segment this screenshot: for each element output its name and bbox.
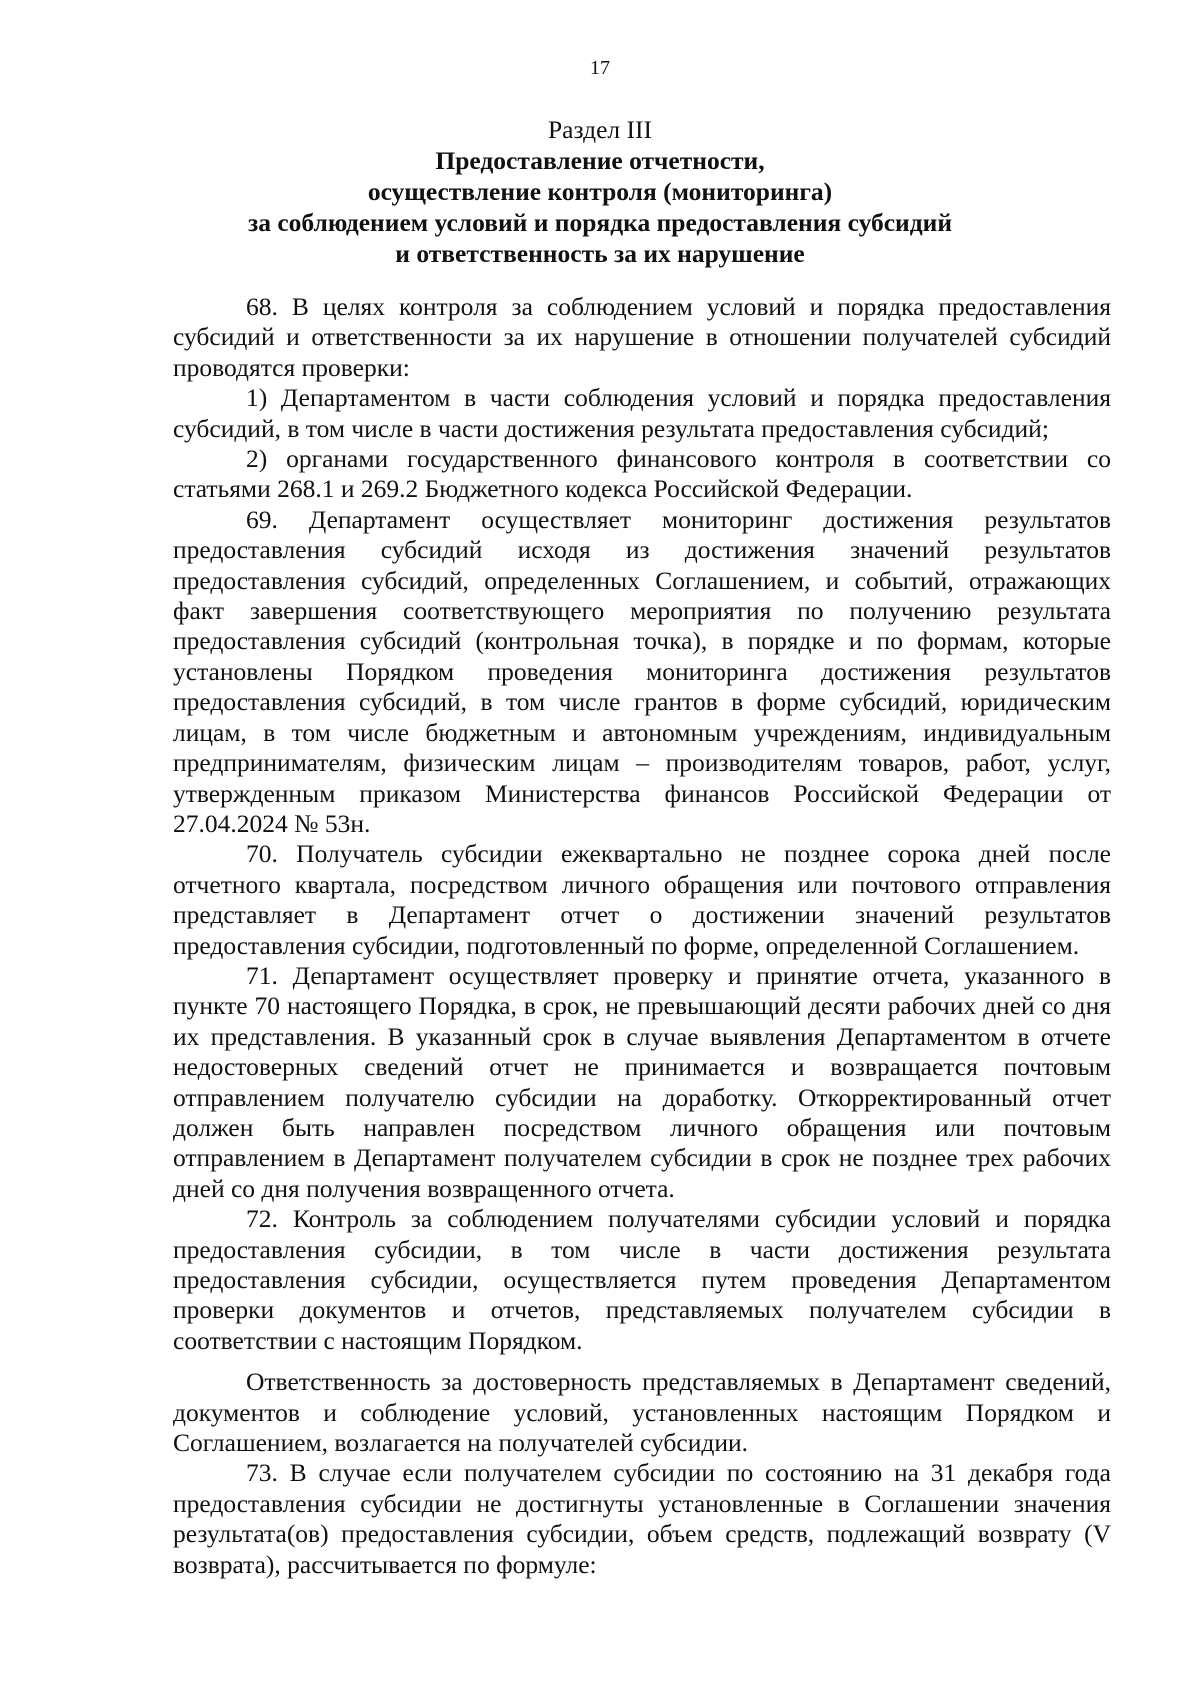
page-number: 17 <box>590 57 610 79</box>
document-body <box>173 292 1111 1580</box>
paragraph-72-responsibility: Ответственность за достоверность представляемых в Департамент сведений, документов и соблюдение условий, установленных настоящим Порядком и Соглашением, возлагается на получателей субсидии. <box>173 1367 1111 1458</box>
section-label: Раздел III <box>548 115 652 144</box>
paragraph-68-item-1: 1) Департаментом в части соблюдения условий и порядка предоставления субсидий, в том числе в части достижения результата предоставления субсидий; <box>173 383 1111 443</box>
paragraph-73: 73. В случае если получателем субсидии по состоянию на 31 декабря года предоставления субсидии не достигнуты установленные в Соглашении значения результата(ов) предоставления субсидии, объем средств, подлежащий возврату (V возврата), рассчитывается по формуле: <box>173 1458 1111 1579</box>
section-title-line: Предоставление отчетности, <box>435 146 765 175</box>
paragraph-71: 71. Департамент осуществляет проверку и принятие отчета, указанного в пункте 70 настоящего Порядка, в срок, не превышающий десяти рабочих дней со дня их представления. В указанный срок в случае выявления Департаментом в отчете недостоверных сведений отчет не принимается и возвращается почтовым отправлением получателю субсидии на доработку. Откорректированный отчет должен быть направлен посредством личного обращения или почтовым отправлением в Департамент получателем субсидии в срок не позднее трех рабочих дней со дня получения возвращенного отчета. <box>173 960 1111 1203</box>
paragraph-68-item-2: 2) органами государственного финансового контроля в соответствии со статьями 268.1 и 269.2 Бюджетного кодекса Российской Федерации. <box>173 444 1111 504</box>
paragraph-69: 69. Департамент осуществляет мониторинг достижения результатов предоставления субсидий исходя из достижения значений результатов предоставления субсидий, определенных Соглашением, и событий, отражающих факт завершения соответствующего мероприятия по получению результата предоставления субсидий (контрольная точка), в порядке и по формам, которые установлены Порядком проведения мониторинга достижения результатов предоставления субсидий, в том числе грантов в форме субсидий, юридическим лицам, в том числе бюджетным и автономным учреждениям, индивидуальным предпринимателям, физическим лицам – производителям товаров, работ, услуг, утвержденным приказом Министерства финансов Российской Федерации от 27.04.2024 № 53н. <box>173 504 1111 838</box>
section-heading <box>150 114 1050 269</box>
section-title-line: за соблюдением условий и порядка предоставления субсидий <box>247 208 953 237</box>
paragraph-68: 68. В целях контроля за соблюдением условий и порядка предоставления субсидий и ответственности за их нарушение в отношении получателей субсидий проводятся проверки: <box>173 292 1111 382</box>
paragraph-72: 72. Контроль за соблюдением получателями субсидии условий и порядка предоставления субсидии, в том числе в части достижения результата предоставления субсидии, осуществляется путем проведения Департаментом проверки документов и отчетов, представляемых получателем субсидии в соответствии с настоящим Порядком. <box>173 1204 1111 1355</box>
section-title-line: осуществление контроля (мониторинга) <box>367 177 833 206</box>
paragraph-70: 70. Получатель субсидии ежеквартально не позднее сорока дней после отчетного квартала, посредством личного обращения или почтового отправления представляет в Департамент отчет о достижении значений результатов предоставления субсидии, подготовленный по форме, определенной Соглашением. <box>173 839 1111 960</box>
section-title-line: и ответственность за их нарушение <box>395 239 805 268</box>
